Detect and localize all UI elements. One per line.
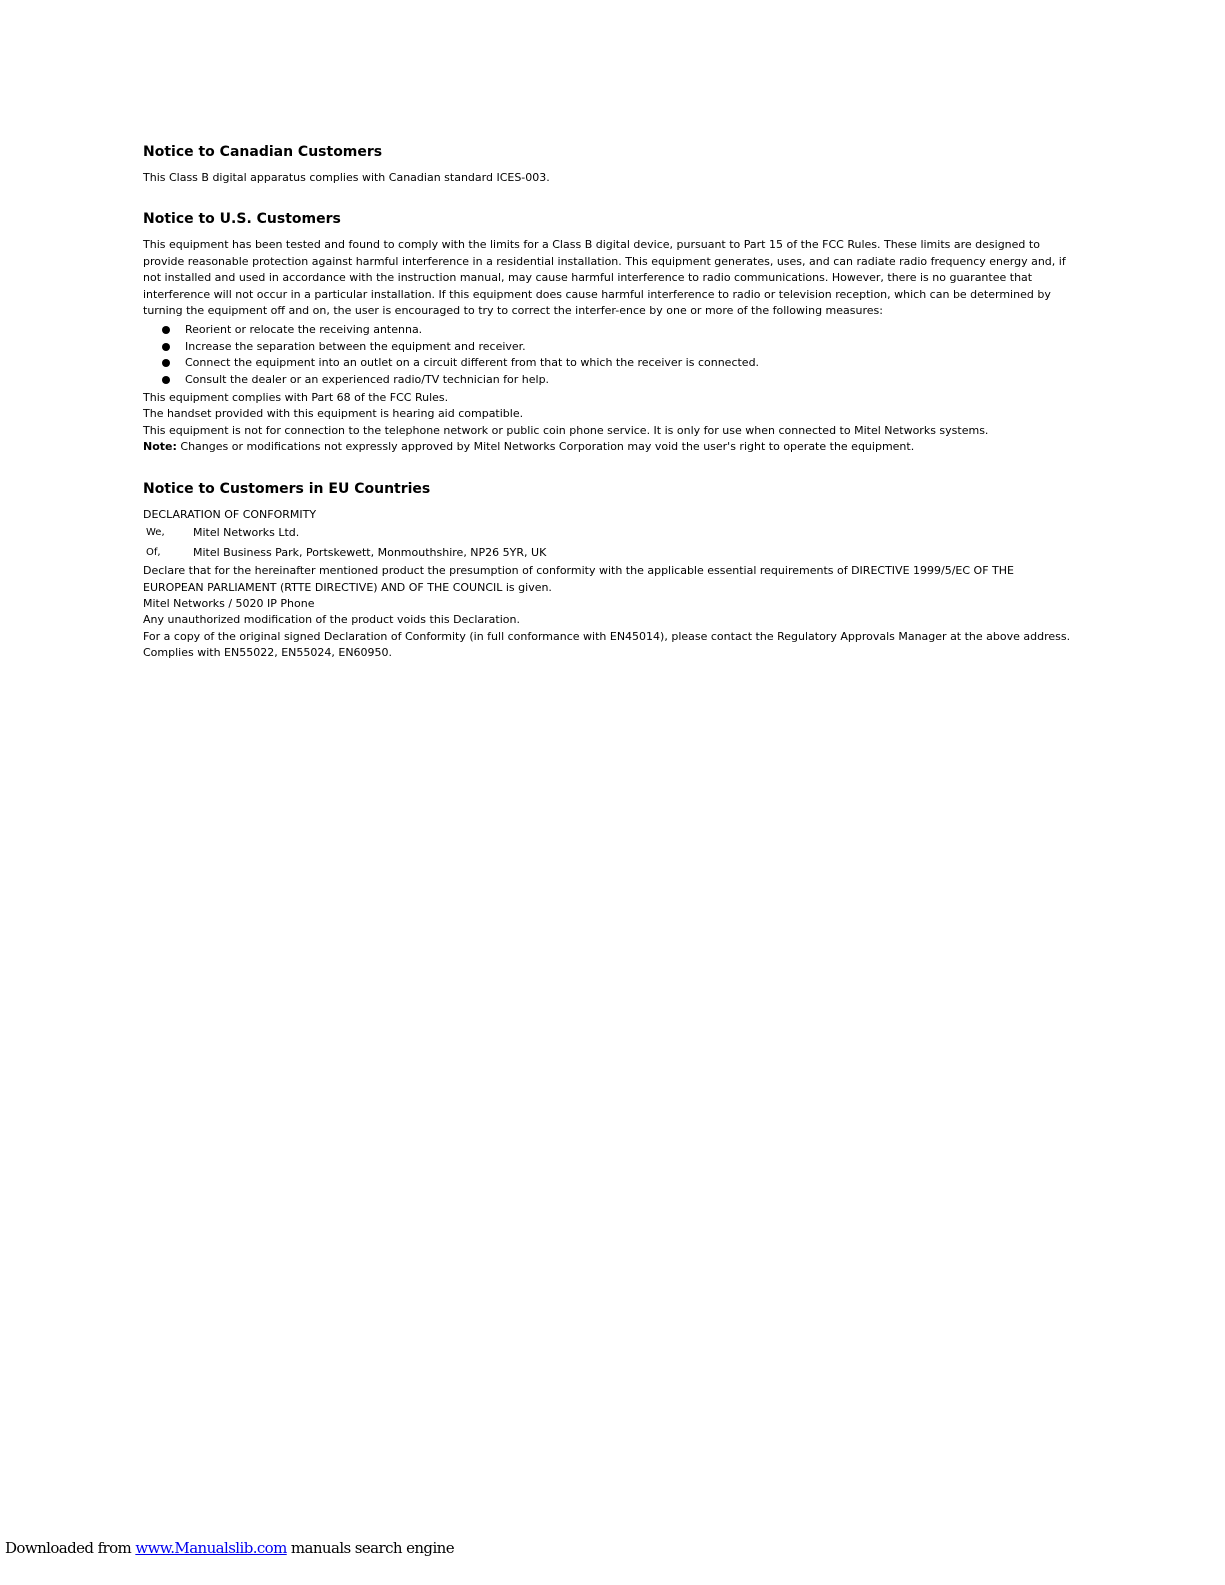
complies-text: Complies with EN55022, EN55024, EN60950. <box>143 646 393 660</box>
manualslib-link[interactable]: www.Manualslib.com <box>135 1539 287 1557</box>
footer-suffix: manuals search engine <box>286 1539 454 1557</box>
we-row <box>143 523 1078 543</box>
list-item: Increase the separation between the equipment and receiver. <box>143 339 1078 355</box>
of-value: Mitel Business Park, Portskewett, Monmouthshire, NP26 5YR, UK <box>193 546 547 560</box>
we-label: We, <box>146 527 165 539</box>
bullet-icon <box>162 326 170 334</box>
footer-prefix: Downloaded from <box>5 1539 136 1557</box>
hearing-aid-text: The handset provided with this equipment is hearing aid compatible. <box>143 407 524 421</box>
unauthorized-text: Any unauthorized modification of the product voids this Declaration. <box>143 613 520 627</box>
declare-text: Declare that for the hereinafter mentioned product the presumption of conformity with the applicable essential requirements of DIRECTIVE 1999/5/EC OF THE EUROPEAN PARLIAMENT (RTTE DIRECTIVE) AND OF THE COUNCIL is given. <box>143 564 1014 594</box>
eu-notice <box>143 480 1078 662</box>
we-value: Mitel Networks Ltd. <box>193 526 300 540</box>
note-label: Note: <box>143 440 177 454</box>
canadian-heading: Notice to Canadian Customers <box>143 144 383 160</box>
eu-heading: Notice to Customers in EU Countries <box>143 480 431 497</box>
declaration-title: DECLARATION OF CONFORMITY <box>143 507 317 521</box>
list-item: Consult the dealer or an experienced radio/TV technician for help. <box>143 372 1078 388</box>
document-body <box>143 143 1078 662</box>
copy-text: For a copy of the original signed Declaration of Conformity (in full conformance with EN45014), please contact the Regulatory Approvals Manager at the above address. <box>143 629 1071 643</box>
product-text: Mitel Networks / 5020 IP Phone <box>143 596 315 610</box>
canadian-body: This Class B digital apparatus complies with Canadian standard ICES-003. <box>143 171 550 184</box>
us-intro: This equipment has been tested and found to comply with the limits for a Class B digital device, pursuant to Part 15 of the FCC Rules. These limits are designed to provide reasonable protection against harmful interference in a residential installation. This equipment generates, uses, and can radiate radio frequency energy and, if not installed and used in accordance with the instruction manual, may cause harmful interference to radio communications. However, there is no guarantee that interference will not occur in a particular installation. If this equipment does cause harmful interference to radio or television reception, which can be determined by turning the equipment off and on, the user is encouraged to try to correct the interfer-ence by one or more of the following measures: <box>143 238 1066 318</box>
note-text: Changes or modifications not expressly approved by Mitel Networks Corporation may void the user's right to operate the equipment. <box>176 440 915 454</box>
of-row <box>143 543 1078 563</box>
note-paragraph <box>143 439 1078 455</box>
of-label: Of, <box>146 547 161 559</box>
bullet-icon <box>162 343 170 351</box>
canadian-notice <box>143 143 1078 186</box>
list-item: Reorient or relocate the receiving antenna. <box>143 322 1078 338</box>
measures-list <box>143 322 1078 388</box>
not-for-connection-text: This equipment is not for connection to the telephone network or public coin phone service. It is only for use when connected to Mitel Networks systems. <box>143 423 989 437</box>
bullet-icon <box>162 376 170 384</box>
us-heading: Notice to U.S. Customers <box>143 211 341 228</box>
list-item: Connect the equipment into an outlet on a circuit different from that to which the receiver is connected. <box>143 355 1078 371</box>
us-notice <box>143 210 1078 455</box>
download-footer <box>5 1539 454 1557</box>
bullet-icon <box>162 359 170 367</box>
part68-text: This equipment complies with Part 68 of the FCC Rules. <box>143 391 449 405</box>
